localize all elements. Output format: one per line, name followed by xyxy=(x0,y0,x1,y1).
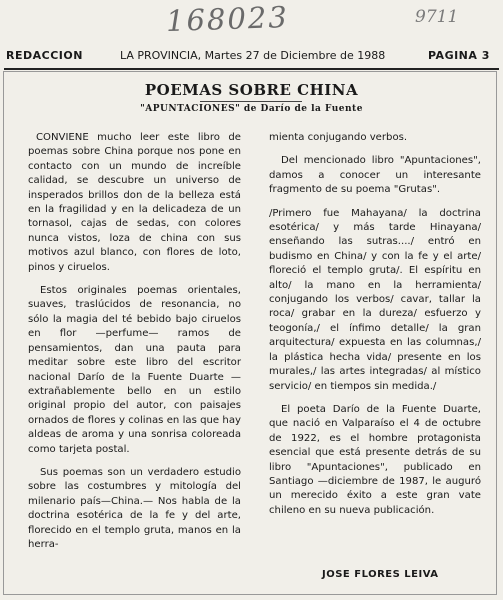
paragraph: mienta conjugando verbos. xyxy=(269,132,408,143)
author-signature: JOSE FLORES LEIVA xyxy=(322,569,439,580)
article-subtitle: "APUNTACIONES" de Darío de la Fuente xyxy=(140,104,363,114)
header-rule xyxy=(4,68,499,70)
page-header xyxy=(4,45,499,67)
article-title: POEMAS SOBRE CHINA xyxy=(144,81,359,99)
left-column xyxy=(28,131,241,561)
handwritten-archive-code: 9711 xyxy=(415,7,459,27)
handwritten-archive-number: 168023 xyxy=(165,0,290,39)
paragraph: Estos originales poemas orientales, suaves, traslúcidos de resonancia, no sólo la magia del té bebido bajo ciruelos en flor —perfume— ramos de pensamientos, dan una pauta para meditar sobre este libro del escritor nacional Darío de la Fuente Duarte —extrañablemente bello en un estilo original propio del autor, con paisajes ornados de flores y colinas en las que hay aldeas de aroma y una sonrisa coloreada como tarjeta postal. xyxy=(28,285,241,455)
section-label: REDACCION xyxy=(6,49,83,62)
publication-dateline: LA PROVINCIA, Martes 27 de Diciembre de 1988 xyxy=(120,49,386,62)
paragraph: Del mencionado libro "Apuntaciones", damos a conocer un interesante fragmento de su poema "Grutas". xyxy=(269,155,481,196)
paragraph: El poeta Darío de la Fuente Duarte, que nació en Valparaíso el 4 de octubre de 1922, es el hombre protagonista esencial que está presente detrás de su libro "Apuntaciones", publicado en Santiago —diciembre de 1987, le auguró un merecido éxito a este gran vate chileno en su nueva publicación. xyxy=(269,403,481,516)
paragraph: CONVIENE mucho leer este libro de poemas sobre China porque nos pone en contacto con un mundo de increíble calidad, se descubre un universo de insperados brillos don de la belleza está en la fragilidad y en la delicadeza de un tornasol, cajas de sedas, con colores nunca vistos, loza de china con sus motivos azul blanco, con flores de loto, pinos y ciruelos. xyxy=(28,132,241,273)
right-column xyxy=(269,131,481,527)
page-number: PAGINA 3 xyxy=(428,49,490,62)
title-underline xyxy=(200,101,302,102)
paragraph: Sus poemas son un verdadero estudio sobre las costumbres y mitología del milenario país—China.— Nos habla de la doctrina esotérica de la fe y del arte, florecido en el templo gruta, manos en la herra- xyxy=(28,466,241,550)
poem-fragment: /Primero fue Mahayana/ la doctrina esotérica/ y más tarde Hinayana/ enseñando las sutras..../ entró en budismo en China/ y con la fe y el arte/ floreció el templo gruta/. El espíritu en alto/ la mano en la herramienta/ conjugando los verbos/ cavar, tallar la roca/ grabar en la dureza/ esfuerzo y teogonía,/ el ínfimo detalle/ la gran arquitectura/ expuesta en las columnas,/ la plástica hecha vida/ presente en los murales,/ las artes integradas/ al místico servicio/ en tiempos sin medida./ xyxy=(269,207,481,392)
